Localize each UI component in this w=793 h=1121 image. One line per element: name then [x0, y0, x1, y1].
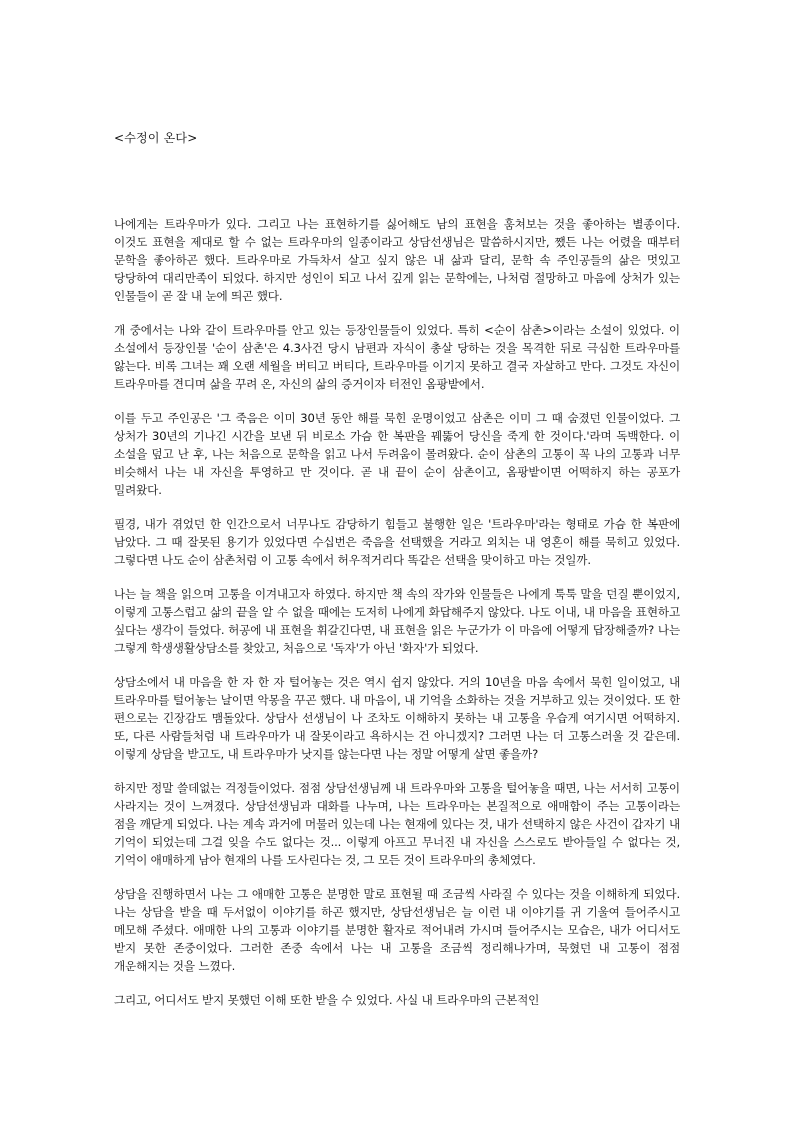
document-body [114, 215, 680, 1025]
paragraph-9: 그리고, 어디서도 받지 못했던 이해 또한 받을 수 있었다. 사실 내 트라우마의 근본적인 [114, 993, 540, 1007]
paragraph-2: 개 중에서는 나와 같이 트라우마를 안고 있는 등장인물들이 있었다. 특히 <순이 삼촌>이라는 소설이 있었다. 이 소설에서 등장인물 '순이 삼촌'은 4.3사건 당시 남편과 자식이 총살 당하는 것을 목격한 뒤로 극심한 트라우마를 앓는다. 비록 그녀는 꽤 오랜 세월을 버티고 버티다, 트라우마를 이기지 못하고 결국 자살하고 만다. 그것도 자신이 트라우마를 견디며 삶을 꾸려 온, 자신의 삶의 증거이자 터전인 옴팡밭에서. [114, 323, 680, 391]
paragraph-3: 이를 두고 주인공은 '그 죽음은 이미 30년 동안 해를 묵힌 운명이었고 삼촌은 이미 그 때 숨졌던 인물이었다. 그 상처가 30년의 기나긴 시간을 보낸 뒤 비로소 가슴 한 복판을 꿰뚫어 당신을 죽게 한 것이다.'라며 독백한다. 이 소설을 덮고 난 후, 나는 처음으로 문학을 읽고 나서 두려움이 몰려왔다. 순이 삼촌의 고통이 꼭 나의 고통과 너무 비슷해서 나는 내 자신을 투영하고 만 것이다. 곧 내 끝이 순이 삼촌이고, 옴팡밭이면 어떡하지 하는 공포가 밀려왔다. [114, 411, 680, 497]
paragraph-1: 나에게는 트라우마가 있다. 그리고 나는 표현하기를 싫어해도 남의 표현을 훔쳐보는 것을 좋아하는 별종이다. 이것도 표현을 제대로 할 수 없는 트라우마의 일종이라고 상담선생님은 말씀하시지만, 쨌든 나는 어렸을 때부터 문학을 좋아하곤 했다. 트라우마로 가득차서 살고 싶지 않은 내 삶과 달리, 문학 속 주인공들의 삶은 멋있고 당당하여 대리만족이 되었다. 하지만 성인이 되고 나서 깊게 읽는 문학에는, 나처럼 절망하고 마음에 상처가 있는 인물들이 곧 잘 내 눈에 띄곤 했다. [114, 217, 680, 303]
document-title: <수정이 온다> [114, 131, 198, 145]
paragraph-5: 나는 늘 책을 읽으며 고통을 이겨내고자 하였다. 하지만 책 속의 작가와 인물들은 나에게 툭툭 말을 던질 뿐이었지, 이렇게 고통스럽고 삶의 끝을 알 수 없을 때에는 도저히 나에게 화답해주지 않았다. 나도 이내, 내 마음을 표현하고 싶다는 생각이 들었다. 허공에 내 표현을 휘갈긴다면, 내 표현을 읽은 누군가가 이 마음에 어떻게 답장해줄까? 나는 그렇게 학생생활상담소를 찾았고, 처음으로 '독자'가 아닌 '화자'가 되었다. [114, 587, 680, 655]
paragraph-8: 상담을 진행하면서 나는 그 애매한 고통은 분명한 말로 표현될 때 조금씩 사라질 수 있다는 것을 이해하게 되었다. 나는 상담을 받을 때 두서없이 이야기를 하곤 했지만, 상담선생님은 늘 이런 내 이야기를 귀 기울여 들어주시고 메모해 주셨다. 애매한 나의 고통과 이야기를 분명한 활자로 적어내려 가시며 들어주시는 모습은, 내가 어디서도 받지 못한 존중이었다. 그러한 존중 속에서 나는 내 고통을 조금씩 정리해나가며, 묵혔던 내 고통이 점점 개운해지는 것을 느꼈다. [114, 887, 680, 973]
paragraph-4: 필경, 내가 겪었던 한 인간으로서 너무나도 감당하기 힘들고 불행한 일은 '트라우마'라는 형태로 가슴 한 복판에 남았다. 그 때 잘못된 용기가 있었다면 수십번은 죽음을 선택했을 거라고 외치는 내 영혼이 해를 묵히고 있었다. 그렇다면 나도 순이 삼촌처럼 이 고통 속에서 허우적거리다 똑같은 선택을 맞이하고 마는 것일까. [114, 517, 680, 567]
paragraph-7: 하지만 정말 쓸데없는 걱정들이었다. 점점 상담선생님께 내 트라우마와 고통을 털어놓을 때면, 나는 서서히 고통이 사라지는 것이 느껴졌다. 상담선생님과 대화를 나누며, 나는 트라우마는 본질적으로 애매함이 주는 고통이라는 점을 깨닫게 되었다. 나는 계속 과거에 머물러 있는데 나는 현재에 있다는 것, 내가 선택하지 않은 사건이 갑자기 내 기억이 되었는데 그걸 잊을 수도 없다는 것... 이렇게 아프고 무너진 내 자신을 스스로도 받아들일 수 없다는 것, 기억이 애매하게 남아 현재의 나를 도사린다는 것, 그 모든 것이 트라우마의 총체였다. [114, 781, 680, 867]
paragraph-6: 상담소에서 내 마음을 한 자 한 자 털어놓는 것은 역시 쉽지 않았다. 거의 10년을 마음 속에서 묵힌 일이었고, 내 트라우마를 털어놓는 날이면 악몽을 꾸곤 했다. 내 마음이, 내 기억을 소화하는 것을 거부하고 있는 것이었다. 또 한 편으로는 긴장감도 맴돌았다. 상담사 선생님이 나 조차도 이해하지 못하는 내 고통을 우습게 여기시면 어떡하지. 또, 다른 사람들처럼 내 트라우마가 내 잘못이라고 욕하시는 건 아니겠지? 그러면 나는 더 고통스러울 것 같은데. 이렇게 상담을 받고도, 내 트라우마가 낫지를 않는다면 나는 정말 어떻게 살면 좋을까? [114, 675, 680, 761]
